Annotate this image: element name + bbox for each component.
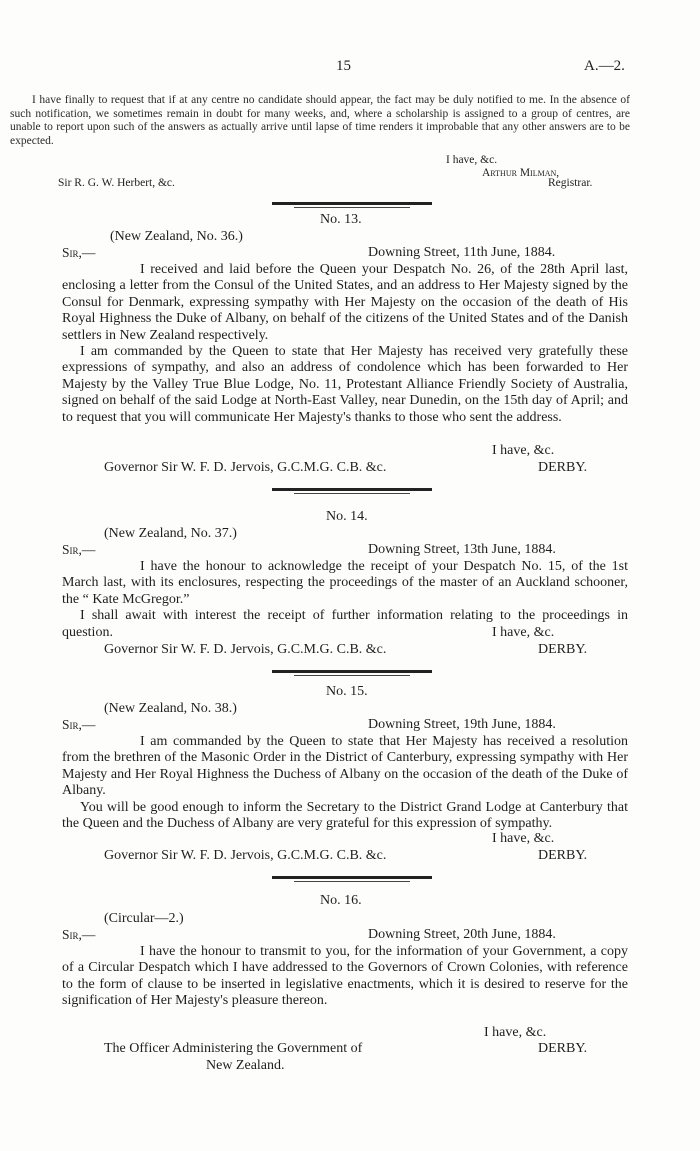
series-code: A.—2.: [584, 58, 625, 74]
despatch-reference: (New Zealand, No. 38.): [104, 701, 237, 716]
sign-off: I have, &c.: [492, 831, 555, 846]
recipient: Governor Sir W. F. D. Jervois, G.C.M.G. C.B. &c.: [104, 642, 387, 657]
despatch-number: No. 13.: [320, 212, 362, 227]
sign-off: I have, &c.: [492, 625, 555, 640]
section-divider: [272, 202, 432, 205]
paragraph: I received and laid before the Queen your Despatch No. 26, of the 28th April last, enclosing a letter from the Consul of the United States, and an address to Her Majesty signed by the Consul for Denmark, expressing sympathy with Her Majesty on the occasion of the death of His Royal Highness the Duke of Albany, on behalf of the citizens of the United States and of the Danish settlers in New Zealand respectively.: [62, 262, 628, 343]
despatch-number: No. 15.: [326, 684, 368, 699]
salutation: Sir,—: [62, 245, 96, 260]
despatch-reference: (New Zealand, No. 37.): [104, 526, 237, 541]
paragraph: I have the honour to transmit to you, for the information of your Government, a copy of a Circular Despatch which I have addressed to the Governors of Crown Colonies, with reference to the form of clause to be inserted in legislative enactments, which it is desired to reserve for the signification of Her Majesty's pleasure thereon.: [62, 944, 628, 1009]
recipient: Governor Sir W. F. D. Jervois, G.C.M.G. C.B. &c.: [104, 848, 387, 863]
recipient-line-2: New Zealand.: [206, 1058, 285, 1073]
previous-signatory: Arthur Milman,: [482, 167, 560, 179]
despatch-number: No. 14.: [326, 509, 368, 524]
page-number: 15: [336, 58, 351, 74]
signature: DERBY.: [538, 848, 588, 863]
despatch-body: [62, 944, 628, 1010]
recipient: Governor Sir W. F. D. Jervois, G.C.M.G. C.B. &c.: [104, 460, 387, 475]
paragraph: You will be good enough to inform the Secretary to the District Grand Lodge at Canterbury that the Queen and the Duchess of Albany are very grateful for this expression of sympathy.: [62, 799, 628, 832]
previous-sign-off: I have, &c.: [446, 154, 498, 166]
place-date: Downing Street, 13th June, 1884.: [368, 542, 556, 557]
despatch-body: [62, 262, 628, 426]
signature: DERBY.: [538, 1041, 588, 1056]
recipient: The Officer Administering the Government of: [104, 1041, 363, 1056]
despatch-reference: (New Zealand, No. 36.): [110, 229, 243, 244]
place-date: Downing Street, 20th June, 1884.: [368, 927, 556, 942]
section-divider: [272, 488, 432, 491]
despatch-number: No. 16.: [320, 893, 362, 908]
previous-letter-closing: [10, 94, 630, 148]
despatch-body: [62, 734, 628, 832]
sign-off: I have, &c.: [492, 443, 555, 458]
closing-paragraph: I have finally to request that if at any centre no candidate should appear, the fact may be duly notified to me. In the absence of such notification, we sometimes remain in doubt for many weeks, and, where a scholarship is assigned to a group of centres, are unable to report upon such of the answers as actually arrive until lapse of time renders it improbable that any other answers are to be expected.: [10, 94, 630, 147]
salutation: Sir,—: [62, 542, 96, 557]
despatch-reference: (Circular—2.): [104, 911, 184, 926]
paragraph: I have the honour to acknowledge the receipt of your Despatch No. 15, of the 1st March last, with its enclosures, respecting the proceedings of the master of an Auckland schooner, the “ Kate McGregor.”: [62, 559, 628, 607]
signature: DERBY.: [538, 642, 588, 657]
paragraph: I am commanded by the Queen to state that Her Majesty has received a resolution from the brethren of the Masonic Order in the District of Canterbury, expressing sympathy with Her Majesty and Her Royal Highness the Duchess of Albany on the occasion of the death of the Duke of Albany.: [62, 734, 628, 799]
salutation: Sir,—: [62, 717, 96, 732]
signature: DERBY.: [538, 460, 588, 475]
place-date: Downing Street, 11th June, 1884.: [368, 245, 556, 260]
salutation: Sir,—: [62, 927, 96, 942]
previous-title: Registrar.: [548, 177, 593, 189]
previous-addressee: Sir R. G. W. Herbert, &c.: [58, 177, 175, 189]
paragraph: I shall await with interest the receipt of further information relating to the proceedings in question.: [62, 608, 628, 640]
section-divider: [272, 876, 432, 879]
sign-off: I have, &c.: [484, 1025, 547, 1040]
place-date: Downing Street, 19th June, 1884.: [368, 717, 556, 732]
paragraph: I am commanded by the Queen to state that Her Majesty has received very gratefully these expressions of sympathy, and also an address of condolence which has been forwarded to Her Majesty by the Valley True Blue Lodge, No. 11, Protestant Alliance Friendly Society of Australia, signed on behalf of the said Lodge at North-East Valley, near Dunedin, on the 15th day of April; and to request that you will communicate Her Majesty's thanks to those who sent the address.: [62, 344, 628, 425]
section-divider: [272, 670, 432, 673]
